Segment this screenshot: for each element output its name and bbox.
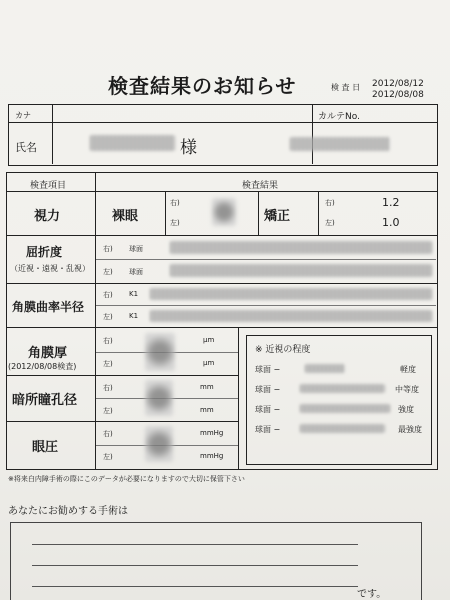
iop-label: 眼圧	[32, 440, 59, 455]
myopia-sphere-2: 球面 −	[255, 385, 281, 394]
redacted-pupil-values	[145, 380, 173, 416]
redacted-refraction-left	[170, 264, 432, 277]
redacted-myopia-2	[300, 384, 385, 393]
myopia-level-4: 最強度	[398, 425, 422, 434]
redacted-k1-right	[150, 288, 432, 300]
k1-right-label: 右)	[103, 291, 113, 299]
redacted-k1-left	[150, 310, 432, 322]
naked-eye-label: 裸眼	[112, 209, 139, 224]
footnote: ※将来白内障手術の際にこのデータが必要になりますので大切に保管下さい	[8, 475, 245, 483]
corrected-label: 矯正	[264, 209, 291, 224]
dark-pupil-label: 暗所瞳孔径	[12, 393, 78, 408]
pupil-right-label: 右)	[103, 384, 113, 392]
exam-date-1: 2012/08/12	[372, 79, 424, 89]
vision-label: 視力	[34, 209, 61, 224]
refraction-right-label: 右)	[103, 245, 113, 253]
naked-left-label: 左)	[170, 219, 180, 227]
myopia-level-3: 強度	[398, 405, 414, 414]
exam-result-header: 検査結果	[242, 181, 279, 191]
refraction-right-sphere: 球面	[129, 245, 143, 253]
chart-number-label: カルテNo.	[318, 112, 360, 122]
corneal-radius-label: 角膜曲率半径	[12, 300, 85, 314]
corrected-right-label: 右)	[325, 199, 335, 207]
exam-date-label: 検 査 日	[331, 83, 361, 92]
patient-info-box	[8, 104, 438, 166]
myopia-degree-title: ※ 近視の程度	[255, 345, 311, 355]
recommendation-line-3	[32, 586, 358, 587]
redacted-iop-values	[145, 426, 173, 462]
redacted-myopia-3	[300, 404, 390, 413]
k1-right: K1	[129, 290, 139, 298]
iop-left-unit: mmHg	[200, 452, 224, 460]
redacted-myopia-4	[300, 424, 385, 433]
redacted-refraction-right	[170, 241, 432, 254]
thickness-right-label: 右)	[103, 337, 113, 345]
refraction-left-label: 左)	[103, 268, 113, 276]
refraction-sublabel: （近視・遠視・乱視）	[10, 264, 90, 273]
thickness-left-label: 左)	[103, 360, 113, 368]
corneal-thickness-label: 角膜厚	[28, 346, 68, 361]
kana-label: カナ	[15, 111, 31, 120]
myopia-level-1: 軽度	[400, 365, 416, 374]
corrected-right-value: 1.2	[382, 196, 400, 209]
pupil-right-unit: mm	[200, 383, 214, 391]
thickness-left-unit: μm	[203, 359, 215, 367]
recommendation-heading: あなたにお勧めする手術は	[8, 506, 128, 517]
recommendation-line-2	[32, 565, 358, 566]
honorific: 様	[180, 138, 197, 158]
redacted-chart-number	[290, 137, 390, 151]
corrected-left-label: 左)	[325, 219, 335, 227]
document-title: 検査結果のお知らせ	[108, 74, 297, 98]
iop-right-unit: mmHg	[200, 429, 224, 437]
redacted-naked-values	[212, 198, 236, 226]
myopia-level-2: 中等度	[395, 385, 419, 394]
exam-date-2: 2012/08/08	[372, 90, 424, 100]
redacted-name	[90, 135, 175, 151]
k1-left: K1	[129, 312, 139, 320]
iop-left-label: 左)	[103, 453, 113, 461]
recommendation-line-1	[32, 544, 358, 545]
iop-right-label: 右)	[103, 430, 113, 438]
corneal-thickness-date: (2012/08/08検査)	[8, 362, 77, 371]
myopia-sphere-3: 球面 −	[255, 405, 281, 414]
redacted-myopia-1	[305, 364, 345, 373]
myopia-sphere-1: 球面 −	[255, 365, 281, 374]
thickness-right-unit: μm	[203, 336, 215, 344]
pupil-left-unit: mm	[200, 406, 214, 414]
corrected-left-value: 1.0	[382, 216, 400, 229]
pupil-left-label: 左)	[103, 407, 113, 415]
refraction-label: 屈折度	[26, 245, 63, 259]
redacted-thickness-values	[145, 333, 175, 371]
exam-item-header: 検査項目	[30, 181, 67, 191]
recommendation-suffix: です。	[357, 589, 387, 600]
refraction-left-sphere: 球面	[129, 268, 143, 276]
name-label: 氏名	[15, 141, 37, 154]
k1-left-label: 左)	[103, 313, 113, 321]
naked-right-label: 右)	[170, 199, 180, 207]
myopia-sphere-4: 球面 −	[255, 425, 281, 434]
